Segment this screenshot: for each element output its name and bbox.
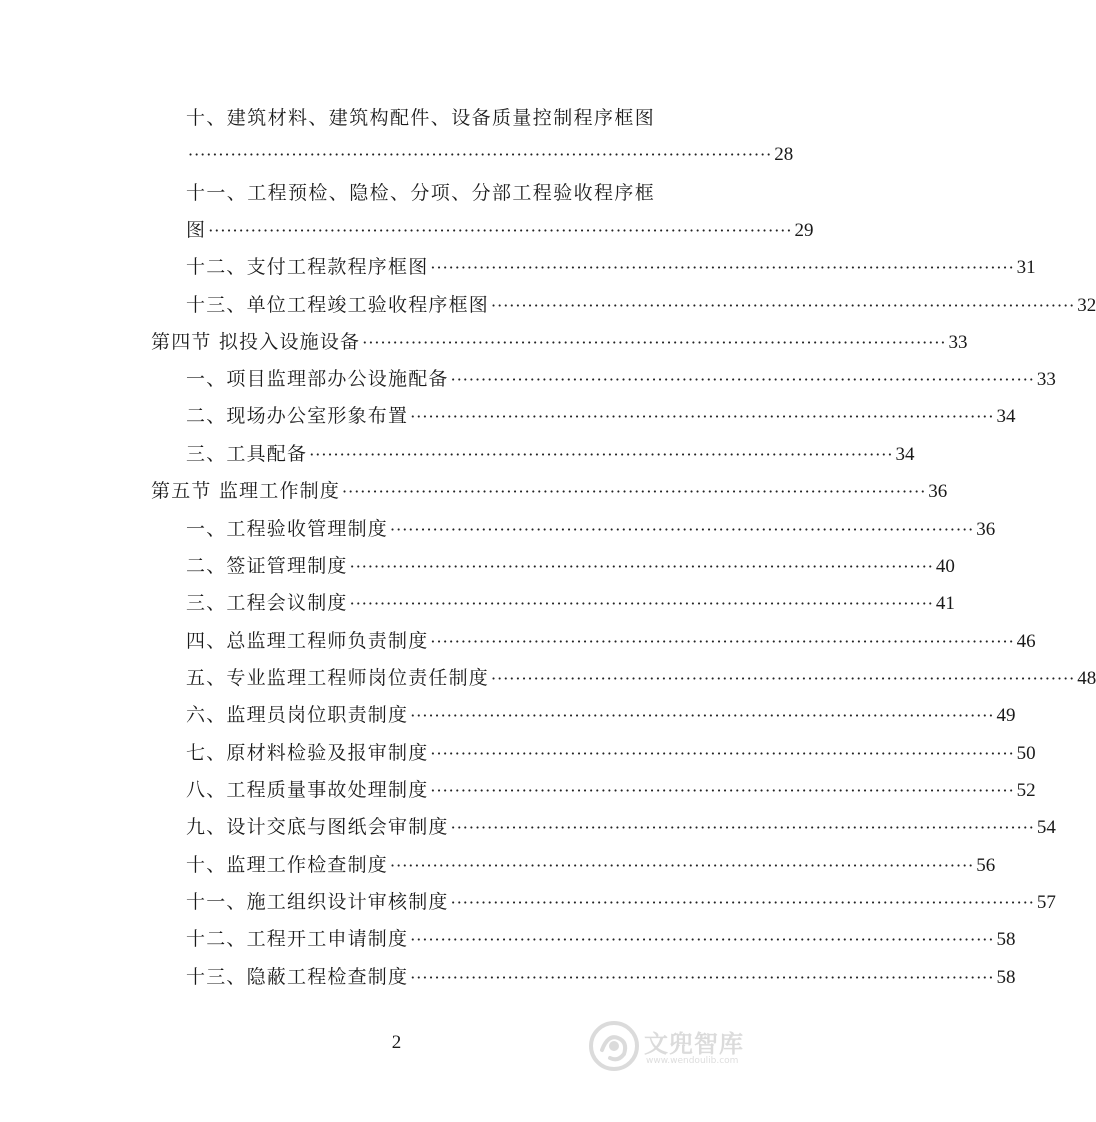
toc-entry[interactable] <box>186 404 1016 428</box>
toc-leader-dots: ································································································ <box>390 856 975 875</box>
toc-entry-label: 三、工具配备 <box>186 443 308 465</box>
toc-leader-dots: ································································································ <box>208 221 793 240</box>
toc-entry-page: 58 <box>996 967 1016 988</box>
toc-section-label: 第四节 拟投入设施设备 <box>151 331 361 353</box>
toc-entry-page: 50 <box>1016 743 1036 764</box>
toc-entry[interactable] <box>186 218 814 242</box>
toc-entry-label: 九、设计交底与图纸会审制度 <box>186 816 449 838</box>
toc-leader-dots: ································································································ <box>390 520 975 539</box>
toc-entry-title-建筑材料: 十、建筑材料、建筑构配件、设备质量控制程序框图 <box>186 107 656 129</box>
toc-entry-label: 十三、单位工程竣工验收程序框图 <box>186 294 490 316</box>
toc-entry-page: 40 <box>935 556 955 577</box>
toc-leader-dots: ································································································ <box>362 333 947 352</box>
toc-entry[interactable] <box>186 741 1036 765</box>
toc-leader-dots: ································································································ <box>450 370 1035 389</box>
toc-entry-label: 五、专业监理工程师岗位责任制度 <box>186 667 490 689</box>
toc-entry-label: 十二、工程开工申请制度 <box>186 928 409 950</box>
toc-entry-page: 33 <box>1036 369 1056 390</box>
toc-entry-label: 三、工程会议制度 <box>186 592 348 614</box>
toc-leader-dots: ································································································ <box>410 407 995 426</box>
toc-entry[interactable] <box>186 815 1056 839</box>
toc-entry-label: 二、签证管理制度 <box>186 555 348 577</box>
toc-entry-label: 一、项目监理部办公设施配备 <box>186 368 449 390</box>
toc-entry-label: 八、工程质量事故处理制度 <box>186 779 429 801</box>
toc-entry[interactable] <box>186 778 1036 802</box>
toc-entry-page: 28 <box>774 144 794 165</box>
toc-entry-page: 41 <box>935 593 955 614</box>
watermark-brand: 文兜智库 <box>644 1030 744 1058</box>
toc-leader-dots: ································································································ <box>410 968 995 987</box>
toc-entry-label: 七、原材料检验及报审制度 <box>186 742 429 764</box>
toc-entry[interactable] <box>186 255 1036 279</box>
toc-entry[interactable] <box>186 517 996 541</box>
toc-entry-title-工程预检: 十一、工程预检、隐检、分项、分部工程验收程序框 <box>186 182 656 204</box>
toc-entry-label: 二、现场办公室形象布置 <box>186 405 409 427</box>
toc-entry[interactable] <box>186 293 1096 317</box>
toc-entry[interactable] <box>186 890 1056 914</box>
toc-leader-dots: ································································································ <box>430 781 1015 800</box>
toc-entry-page: 48 <box>1077 668 1096 689</box>
toc-entry[interactable] <box>186 629 1036 653</box>
toc-entry[interactable] <box>186 367 1056 391</box>
toc-leader-dots: ································································································ <box>430 258 1015 277</box>
page-number: 2 <box>391 1032 402 1053</box>
toc-leader-dots: ································································································ <box>349 594 934 613</box>
toc-leader-dots: ································································································ <box>410 706 995 725</box>
toc-entry[interactable] <box>186 703 1016 727</box>
toc-entry-page: 34 <box>996 406 1016 427</box>
toc-entry-page: 49 <box>996 705 1016 726</box>
toc-section-entry[interactable] <box>151 330 968 354</box>
toc-leader-dots: ································································································ <box>188 145 773 164</box>
toc-entry-page: 31 <box>1016 257 1036 278</box>
toc-entry[interactable] <box>186 853 996 877</box>
toc-entry-page: 36 <box>976 519 996 540</box>
toc-entry-label: 图 <box>186 219 207 241</box>
toc-entry-label: 一、工程验收管理制度 <box>186 518 389 540</box>
toc-entry[interactable] <box>186 927 1016 951</box>
toc-entry[interactable] <box>186 965 1016 989</box>
toc-leader-dots: ································································································ <box>309 445 894 464</box>
toc-leader-dots: ································································································ <box>342 482 927 501</box>
toc-leader-dots: ································································································ <box>430 744 1015 763</box>
watermark-logo-icon <box>588 1020 640 1072</box>
toc-entry[interactable] <box>186 554 955 578</box>
toc-entry-page: 33 <box>948 332 968 353</box>
watermark <box>588 1018 768 1078</box>
toc-entry-page: 56 <box>976 855 996 876</box>
toc-entry-page: 46 <box>1016 631 1036 652</box>
toc-leader-dots: ································································································ <box>450 818 1035 837</box>
toc-leader-dots: ································································································ <box>450 893 1035 912</box>
toc-leader-dots: ································································································ <box>410 930 995 949</box>
toc-entry[interactable] <box>186 442 915 466</box>
toc-entry-page: 34 <box>895 444 915 465</box>
toc-entry-label: 六、监理员岗位职责制度 <box>186 704 409 726</box>
toc-leader-dots: ································································································ <box>491 296 1076 315</box>
toc-leader-dots: ································································································ <box>491 669 1076 688</box>
toc-entry-page: 54 <box>1036 817 1056 838</box>
toc-entry-page: 57 <box>1036 892 1056 913</box>
toc-entry[interactable] <box>186 666 1096 690</box>
toc-leader-dots: ································································································ <box>430 632 1015 651</box>
toc-entry-label: 十一、施工组织设计审核制度 <box>186 891 449 913</box>
toc-entry-page: 58 <box>996 929 1016 950</box>
toc-entry[interactable] <box>186 591 955 615</box>
toc-entry-page: 29 <box>794 220 814 241</box>
watermark-url: www.wendoulib.com <box>646 1056 739 1066</box>
toc-entry-label: 四、总监理工程师负责制度 <box>186 630 429 652</box>
toc-section-label: 第五节 监理工作制度 <box>151 480 341 502</box>
toc-entry-label: 十二、支付工程款程序框图 <box>186 256 429 278</box>
toc-entry-page: 32 <box>1077 295 1096 316</box>
toc-entry-page: 36 <box>928 481 948 502</box>
toc-entry-label: 十三、隐蔽工程检查制度 <box>186 966 409 988</box>
toc-entry[interactable] <box>186 143 794 167</box>
toc-entry-page: 52 <box>1016 780 1036 801</box>
toc-section-entry[interactable] <box>151 479 948 503</box>
toc-entry-label: 十、监理工作检查制度 <box>186 854 389 876</box>
toc-leader-dots: ································································································ <box>349 557 934 576</box>
